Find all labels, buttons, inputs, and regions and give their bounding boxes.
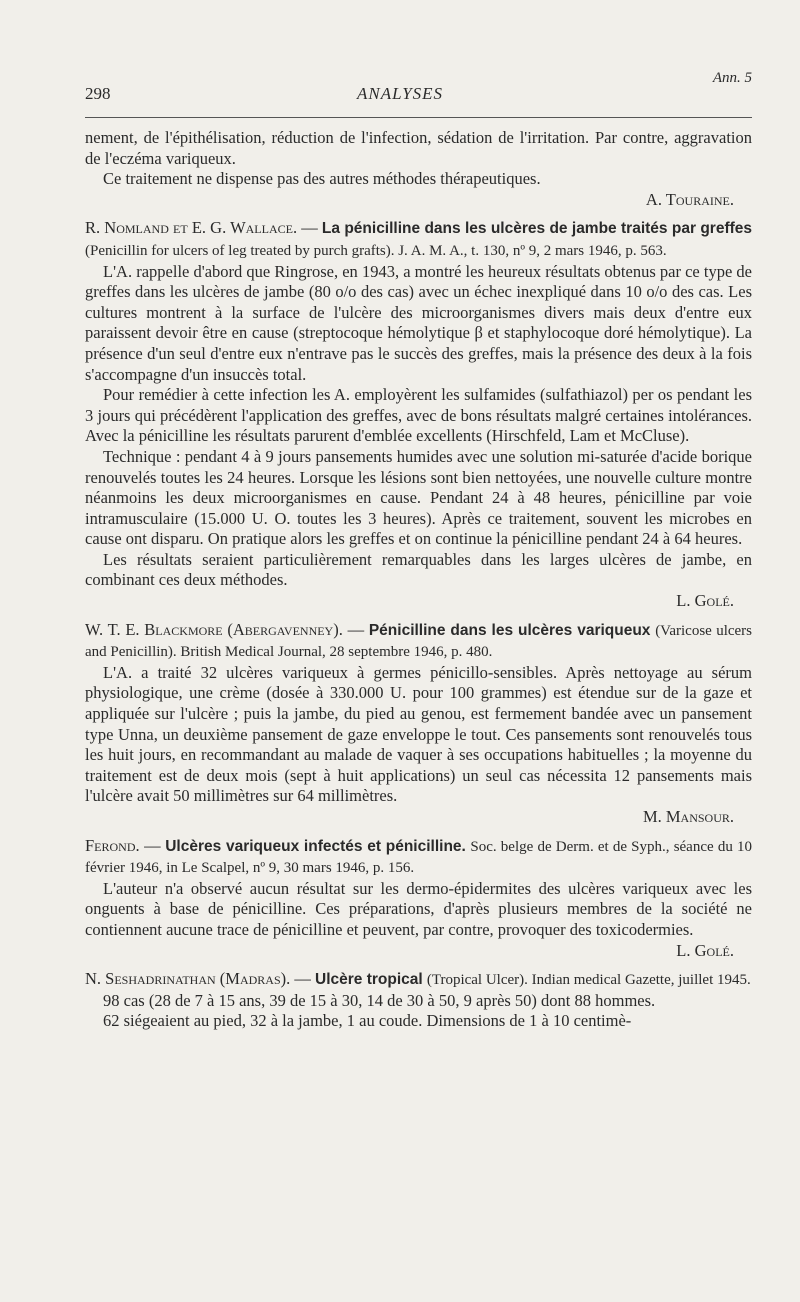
art1-heading: R. Nomland et E. G. Wallace. — La pénicilline dans les ulcères de jambe traités par greffes (Penicillin for ulcers of leg treated by purch grafts). J. A. M. A., t. 130, nº 9, 2 mars 1946, p. 563. bbox=[85, 218, 753, 259]
art1-reference: (Penicillin for ulcers of leg treated by purch grafts). J. A. M. A., t. 130, nº 9, 2 mars 1946, p. 563. bbox=[85, 242, 667, 259]
art3-para1: L'auteur n'a observé aucun résultat sur les dermo-épidermites des ulcères variqueux avec les onguents à base de pénicilline. Ces préparations, d'après plusieurs membres de la société ne contiennent aucune trace de pénicilline et peuvent, par contre, provoquer des toxicodermies. bbox=[85, 878, 752, 939]
art4-para2: 62 siégeaient au pied, 32 à la jambe, 1 au coude. Dimensions de 1 à 10 centimè- bbox=[103, 1011, 632, 1031]
header-rule bbox=[85, 117, 752, 118]
signature-text: A. Touraine. bbox=[645, 189, 734, 209]
signature-text: L. Golé. bbox=[676, 940, 734, 960]
art1-para1: L'A. rappelle d'abord que Ringrose, en 1943, a montré les heureux résultats obtenus par ce type de greffes dans les ulcères de jambe (80 o/o des cas) avec un échec inexpliqué dans 10 o/o des cas. Les cultures montrent à la surface de l'ulcère des microorganismes divers mais deux d'entre eux paraissent devoir être en cause (streptocoque hémolytique β et staphylocoque doré hémolytique). La présence d'un seul d'entre eux n'entrave pas le succès des greffes, mais la présence des deux à la fois s'accompagne d'un insuccès total. bbox=[85, 261, 752, 384]
signature-text: M. Mansour. bbox=[642, 807, 734, 826]
art1-para4: Les résultats seraient particulièrement remarquables dans les larges ulcères de jambe, en combinant ces deux méthodes. bbox=[85, 549, 752, 590]
art2-title: Pénicilline dans les ulcères variqueux bbox=[368, 621, 651, 639]
running-title: ANALYSES bbox=[356, 84, 444, 103]
art1-para3: Technique : pendant 4 à 9 jours pansements humides avec une solution mi-saturée d'acide borique renouvelés toutes les 24 heures. Lorsque les lésions sont bien nettoyées, une nouvelle culture montre néanmoins les deux microorganismes en cause. Pendant 24 à 48 heures, pénicilline par voie intramusculaire (15.000 U. O. toutes les 3 heures). Après ce traitement, souvent les microbes en cause ont disparu. On pratique alors les greffes et on continue la pénicilline pendant 24 à 64 heures. bbox=[85, 446, 752, 549]
art3-signature bbox=[85, 941, 752, 962]
art2-reference: (Varicose ulcers and Penicillin). British Medical Journal, 28 septembre 1946, p. 480. bbox=[85, 622, 753, 661]
art4-heading: N. Seshadrinathan (Madras). — Ulcère tropical (Tropical Ulcer). Indian medical Gazette, juillet 1945. bbox=[85, 969, 751, 989]
art2-para1: L'A. a traité 32 ulcères variqueux à germes pénicillo-sensibles. Après nettoyage au sérum physiologique, une crème (dosée à 330.000 U. pour 100 grammes) est étendue sur de la gaze et appliquée sur l'ulcère ; puis la jambe, du pied au genou, est fermement bandée avec un pansement type Unna, un deuxième pansement de gaze enveloppe le tout. Ces pansements sont renouvelés tous les huit jours, en recommandant au malade de vaquer à ses occupations habituelles ; la moyenne du traitement est de deux mois (sept à huit applications) un seul cas nécessita 12 pansements mais l'ulcère avait 50 millimètres sur 64 millimètres. bbox=[85, 662, 752, 806]
art1-authors: R. Nomland et E. G. Wallace. bbox=[85, 218, 298, 238]
art2-heading: W. T. E. Blackmore (Abergavenney). — Pénicilline dans les ulcères variqueux (Varicose ulcers and Penicillin). British Medical Journal, 28 septembre 1946, p. 480. bbox=[85, 619, 753, 661]
art3-title: Ulcères variqueux infectés et pénicilline. bbox=[165, 837, 466, 855]
art3-heading: Ferond. — Ulcères variqueux infectés et pénicilline. Soc. belge de Derm. et de Syph., séance du 10 février 1946, in Le Scalpel, nº 9, 30 mars 1946, p. 156. bbox=[85, 835, 752, 877]
art3-authors: Ferond. bbox=[85, 835, 140, 855]
art2-authors: W. T. E. Blackmore (Abergavenney). bbox=[85, 619, 343, 639]
art0-signature bbox=[85, 190, 752, 211]
art4-reference: (Tropical Ulcer). Indian medical Gazette, juillet 1945. bbox=[426, 972, 751, 989]
art3-reference: Soc. belge de Derm. et de Syph., séance du 10 février 1946, in Le Scalpel, nº 9, 30 mars 1946, p. 156. bbox=[85, 838, 752, 877]
page-body bbox=[85, 128, 752, 1032]
art4-authors: N. Seshadrinathan (Madras). bbox=[85, 969, 291, 989]
art1-title: La pénicilline dans les ulcères de jambe traités par greffes bbox=[321, 220, 753, 238]
art2-signature bbox=[85, 807, 752, 828]
art4-title: Ulcère tropical bbox=[315, 971, 423, 989]
art1-para2: Pour remédier à cette infection les A. employèrent les sulfamides (sulfathiazol) per os pendant les 3 jours qui précédèrent l'application des greffes, avec de bons résultats malgré certaines intolérances. Avec la pénicilline les résultats parurent d'emblée excellents (Hirschfeld, Lam et McCluse). bbox=[85, 385, 752, 446]
art1-signature bbox=[85, 591, 752, 612]
page-number: 298 bbox=[85, 84, 111, 103]
art0-para1: nement, de l'épithélisation, réduction de l'infection, sédation de l'irritation. Par contre, aggravation de l'eczéma variqueux. bbox=[85, 128, 752, 168]
art4-para1: 98 cas (28 de 7 à 15 ans, 39 de 15 à 30, 14 de 30 à 50, 9 après 50) dont 88 hommes. bbox=[103, 990, 656, 1010]
art0-para2: Ce traitement ne dispense pas des autres méthodes thérapeutiques. bbox=[103, 169, 541, 189]
signature-text: L. Golé. bbox=[676, 591, 734, 611]
header-annee: Ann. 5 bbox=[712, 70, 752, 86]
